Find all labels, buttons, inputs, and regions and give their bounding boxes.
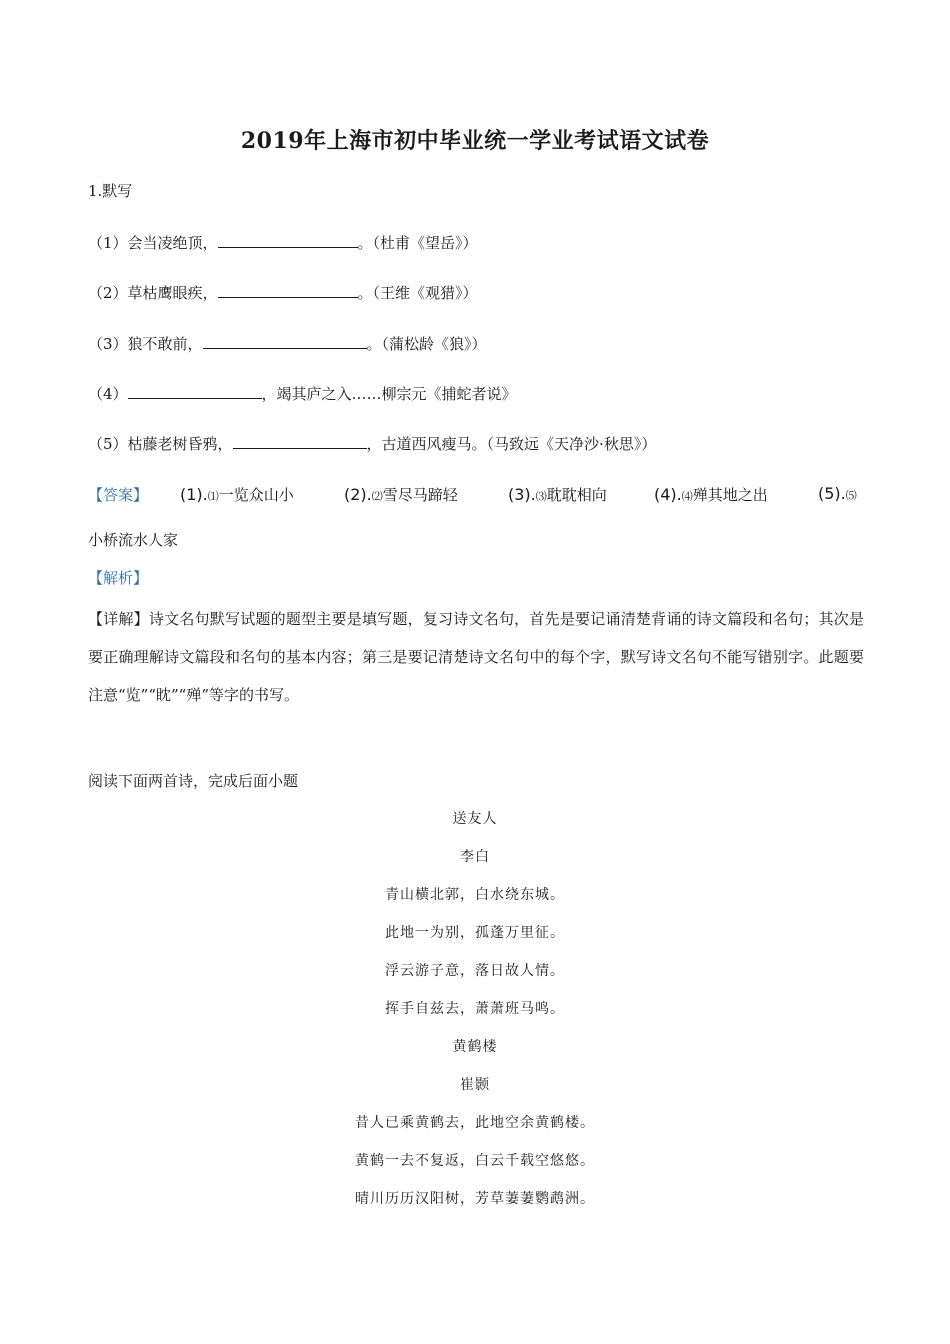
answer-number: (2). (344, 485, 372, 504)
fill-item-suffix: ，古道西风瘦马。（马致远《天净沙·秋思》） (366, 435, 657, 453)
answer-blank (203, 334, 367, 349)
analysis-paragraph (88, 600, 864, 714)
question-heading: 1.默写 (88, 182, 133, 200)
fill-item-prefix: （4） (88, 385, 128, 403)
answer-mark: ⑷ (681, 490, 693, 503)
answer-mark: ⑸ (845, 489, 857, 502)
fill-item-1 (88, 232, 478, 253)
page-title: 2019年上海市初中毕业统一学业考试语文试卷 (240, 128, 710, 154)
poem-line: 黄鹤一去不复返，白云千载空悠悠。 (355, 1153, 595, 1169)
fill-item-5 (88, 433, 656, 454)
analysis-label: 【解析】 (88, 569, 149, 587)
answer-mark: ⑵ (371, 490, 383, 503)
answer-part-1 (180, 484, 294, 505)
answer-blank (128, 384, 262, 399)
answer-number: (3). (508, 485, 536, 504)
fill-item-2 (88, 282, 478, 303)
fill-item-4 (88, 383, 517, 404)
fill-item-suffix: ，竭其庐之入……柳宗元《捕蛇者说》 (261, 385, 517, 403)
detail-label: 【详解】 (88, 610, 149, 628)
poem-line: 青山横北郭，白水绕东城。 (385, 887, 565, 903)
reading-intro: 阅读下面两首诗，完成后面小题 (88, 772, 299, 790)
poem-line: 挥手自兹去，萧萧班马鸣。 (385, 1001, 565, 1017)
answer-blank (218, 283, 358, 298)
fill-item-prefix: （3）狼不敢前， (88, 335, 203, 353)
answer-part-5 (818, 484, 857, 503)
poem-line: 晴川历历汉阳树，芳草萋萋鹦鹉洲。 (355, 1191, 595, 1207)
poem-line: 昔人已乘黄鹤去，此地空余黄鹤楼。 (355, 1115, 595, 1131)
detail-text: 诗文名句默写试题的题型主要是填写题，复习诗文名句，首先是要记诵清楚背诵的诗文篇段和名句；其次是要正确理解诗文篇段和名句的基本内容；第三是要记清楚诗文名句中的每个字，默写诗文名句不能写错别字。此题要注意“览”“眈”“殚”等字的书写。 (88, 610, 864, 704)
poem-line: 此地一为别，孤蓬万里征。 (385, 925, 565, 941)
fill-item-prefix: （5）枯藤老树昏鸦， (88, 435, 233, 453)
fill-item-prefix: （1）会当凌绝顶， (88, 234, 218, 252)
answer-text: 殚其地之出 (692, 486, 768, 504)
answer-blank (233, 434, 367, 449)
answer-number: (1). (180, 485, 208, 504)
answer-part-2 (344, 484, 458, 505)
answer-part-3 (508, 484, 607, 505)
answer-text: 耽耽相向 (546, 486, 607, 504)
answer-number: (4). (654, 485, 682, 504)
poem-title: 送友人 (452, 811, 498, 827)
answer-number: (5). (818, 484, 846, 503)
fill-item-prefix: （2）草枯鹰眼疾， (88, 284, 218, 302)
fill-item-suffix: 。（王维《观猎》） (357, 284, 478, 302)
answer-part-4 (654, 484, 768, 505)
fill-item-suffix: 。（蒲松龄《狼》） (366, 335, 487, 353)
fill-item-3 (88, 333, 487, 354)
answer-continuation: 小桥流水人家 (88, 531, 179, 549)
answer-text: 雪尽马蹄轻 (382, 486, 458, 504)
poem-line: 浮云游子意，落日故人情。 (385, 963, 565, 979)
poem-title: 黄鹤楼 (452, 1039, 498, 1055)
answer-mark: ⑴ (207, 490, 219, 503)
poem-author: 崔颢 (460, 1077, 490, 1093)
answer-mark: ⑶ (535, 490, 547, 503)
fill-item-suffix: 。（杜甫《望岳》） (357, 234, 478, 252)
answer-label: 【答案】 (88, 486, 149, 504)
poem-author: 李白 (460, 849, 490, 865)
answer-text: 一览众山小 (218, 486, 294, 504)
answer-blank (218, 233, 358, 248)
